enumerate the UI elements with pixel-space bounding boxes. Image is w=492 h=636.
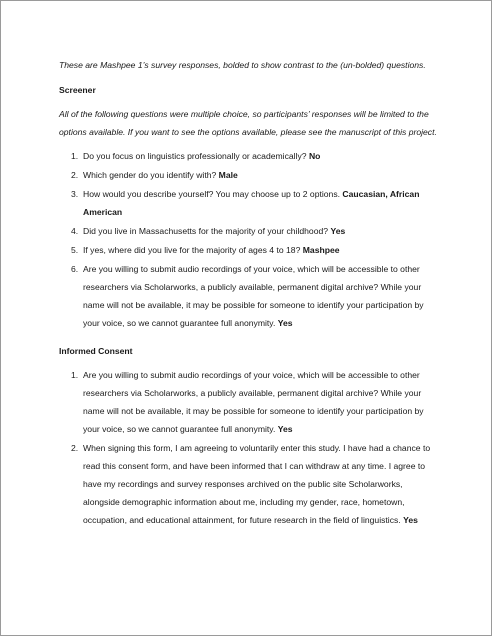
question-text: Are you willing to submit audio recordings of your voice, which will be accessible to other researchers via Scholarworks, a publicly available, permanent digital archive? While your name will not be available, it may be possible for someone to identify your participation by your voice, so we cannot guarantee full anonymity. xyxy=(83,264,424,328)
answer-text: Male xyxy=(218,170,238,180)
answer-text: Mashpee xyxy=(302,245,340,255)
list-item xyxy=(59,147,437,165)
list-item xyxy=(59,260,437,332)
document-content xyxy=(59,56,437,539)
answer-text: Yes xyxy=(403,515,418,525)
list-item xyxy=(59,166,437,184)
screener-note: All of the following questions were multiple choice, so participants’ responses will be limited to the options available. If you want to see the options available, please see the manuscript of this project. xyxy=(59,109,437,137)
item-number: 5. xyxy=(71,245,79,255)
item-number: 4. xyxy=(71,226,79,236)
list-item xyxy=(59,241,437,259)
screener-list xyxy=(59,147,437,332)
question-text: How would you describe yourself? You may choose up to 2 options. xyxy=(83,189,341,199)
question-text: Which gender do you identify with? xyxy=(83,170,217,180)
list-item xyxy=(59,439,437,529)
question-text: If yes, where did you live for the majority of ages 4 to 18? xyxy=(83,245,301,255)
screener-heading: Screener xyxy=(59,85,96,95)
item-number: 3. xyxy=(71,189,79,199)
question-text: When signing this form, I am agreeing to voluntarily enter this study. I have had a chance to read this consent form, and have been informed that I can withdraw at any time. I agree to have my recordings and survey responses archived on the public site Scholarworks, alongside demographic information about me, including my gender, race, hometown, occupation, and educational attainment, for future research in the field of linguistics. xyxy=(83,443,431,525)
answer-text: Yes xyxy=(277,424,293,434)
question-text: Did you live in Massachusetts for the majority of your childhood? xyxy=(83,226,329,236)
question-text: Do you focus on linguistics professionally or academically? xyxy=(83,151,307,161)
answer-text: Caucasian, African American xyxy=(83,189,420,217)
answer-text: No xyxy=(308,151,321,161)
item-number: 1. xyxy=(71,151,79,161)
consent-heading: Informed Consent xyxy=(59,346,133,356)
consent-list xyxy=(59,366,437,529)
item-number: 1. xyxy=(71,370,79,380)
item-number: 6. xyxy=(71,264,79,274)
intro-text: These are Mashpee 1’s survey responses, bolded to show contrast to the (un-bolded) questions. xyxy=(59,60,426,70)
answer-text: Yes xyxy=(277,318,293,328)
item-number: 2. xyxy=(71,443,79,453)
list-item xyxy=(59,185,437,221)
item-number: 2. xyxy=(71,170,79,180)
question-text: Are you willing to submit audio recordings of your voice, which will be accessible to other researchers via Scholarworks, a publicly available, permanent digital archive? While your name will not be available, it may be possible for someone to identify your participation by your voice, so we cannot guarantee full anonymity. xyxy=(83,370,424,434)
list-item xyxy=(59,222,437,240)
list-item xyxy=(59,366,437,438)
answer-text: Yes xyxy=(330,226,346,236)
